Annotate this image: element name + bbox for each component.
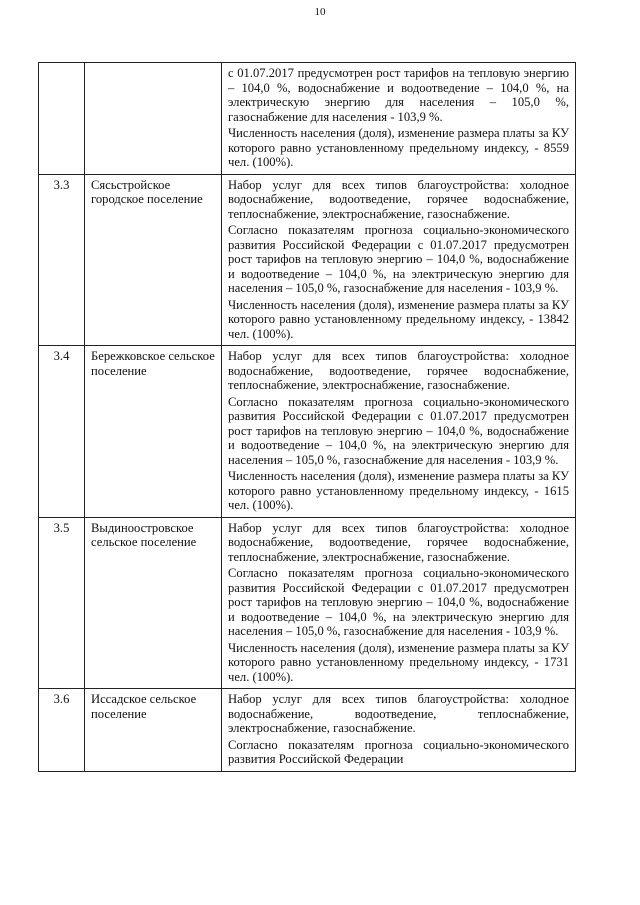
row-number: 3.6 <box>39 689 85 772</box>
row-description <box>222 174 576 346</box>
description-paragraph: с 01.07.2017 предусмотрен рост тарифов на тепловую энергию – 104,0 %, водоснабжение и водоотведение – 104,0 %, на электрическую энергию для населения – 105,0 %, газоснабжение для населения - 103,9 %. <box>228 66 569 124</box>
settlement-name: Иссадское сельское поселение <box>85 689 222 772</box>
description-paragraph: Численность населения (доля), изменение размера платы за КУ которого равно установленному предельному индексу, - 8559 чел. (100%). <box>228 126 569 169</box>
table-row <box>39 174 576 346</box>
description-paragraph: Согласно показателям прогноза социально-экономического развития Российской Федерации с 01.07.2017 предусмотрен рост тарифов на тепловую энергию – 104,0 %, водоснабжение и водоотведение – 104,0 %, на электрическую энергию для населения – 105,0 %, газоснабжение для населения - 103,9 %. <box>228 566 569 638</box>
tariff-table <box>38 62 576 772</box>
description-paragraph: Набор услуг для всех типов благоустройства: холодное водоснабжение, водоотведение, теплоснабжение, электроснабжение, газоснабжение. <box>228 692 569 735</box>
description-paragraph: Согласно показателям прогноза социально-экономического развития Российской Федерации <box>228 737 569 766</box>
table-row <box>39 63 576 175</box>
table-row <box>39 689 576 772</box>
row-number: 3.4 <box>39 346 85 518</box>
row-description <box>222 689 576 772</box>
description-paragraph: Набор услуг для всех типов благоустройства: холодное водоснабжение, водоотведение, горячее водоснабжение, теплоснабжение, электроснабжение, газоснабжение. <box>228 177 569 221</box>
page-number: 10 <box>314 6 326 18</box>
row-description <box>222 517 576 689</box>
settlement-name: Бережковское сельское поселение <box>85 346 222 518</box>
row-description <box>222 346 576 518</box>
row-number <box>39 63 85 175</box>
description-paragraph: Согласно показателям прогноза социально-экономического развития Российской Федерации с 01.07.2017 предусмотрен рост тарифов на тепловую энергию – 104,0 %, водоснабжение и водоотведение – 104,0 %, на электрическую энергию для населения – 105,0 %, газоснабжение для населения - 103,9 %. <box>228 394 569 467</box>
row-description <box>222 63 576 175</box>
settlement-name: Сясьстройское городское поселение <box>85 174 222 346</box>
description-paragraph: Численность населения (доля), изменение размера платы за КУ которого равно установленному предельному индексу, - 1731 чел. (100%). <box>228 640 569 684</box>
description-paragraph: Согласно показателям прогноза социально-экономического развития Российской Федерации с 01.07.2017 предусмотрен рост тарифов на тепловую энергию – 104,0 %, водоснабжение и водоотведение – 104,0 %, на электрическую энергию для населения – 105,0 %, газоснабжение для населения - 103,9 %. <box>228 223 569 295</box>
row-number: 3.3 <box>39 174 85 346</box>
description-paragraph: Численность населения (доля), изменение размера платы за КУ которого равно установленному предельному индексу, - 1615 чел. (100%). <box>228 469 569 512</box>
settlement-name <box>85 63 222 175</box>
settlement-name: Выдиноостровское сельское поселение <box>85 517 222 689</box>
description-paragraph: Набор услуг для всех типов благоустройства: холодное водоснабжение, водоотведение, горячее водоснабжение, теплоснабжение, электроснабжение, газоснабжение. <box>228 349 569 392</box>
table-row <box>39 517 576 689</box>
row-number: 3.5 <box>39 517 85 689</box>
description-paragraph: Численность населения (доля), изменение размера платы за КУ которого равно установленному предельному индексу, - 13842 чел. (100%). <box>228 297 569 341</box>
description-paragraph: Набор услуг для всех типов благоустройства: холодное водоснабжение, водоотведение, горячее водоснабжение, теплоснабжение, электроснабжение, газоснабжение. <box>228 520 569 564</box>
table-row <box>39 346 576 518</box>
